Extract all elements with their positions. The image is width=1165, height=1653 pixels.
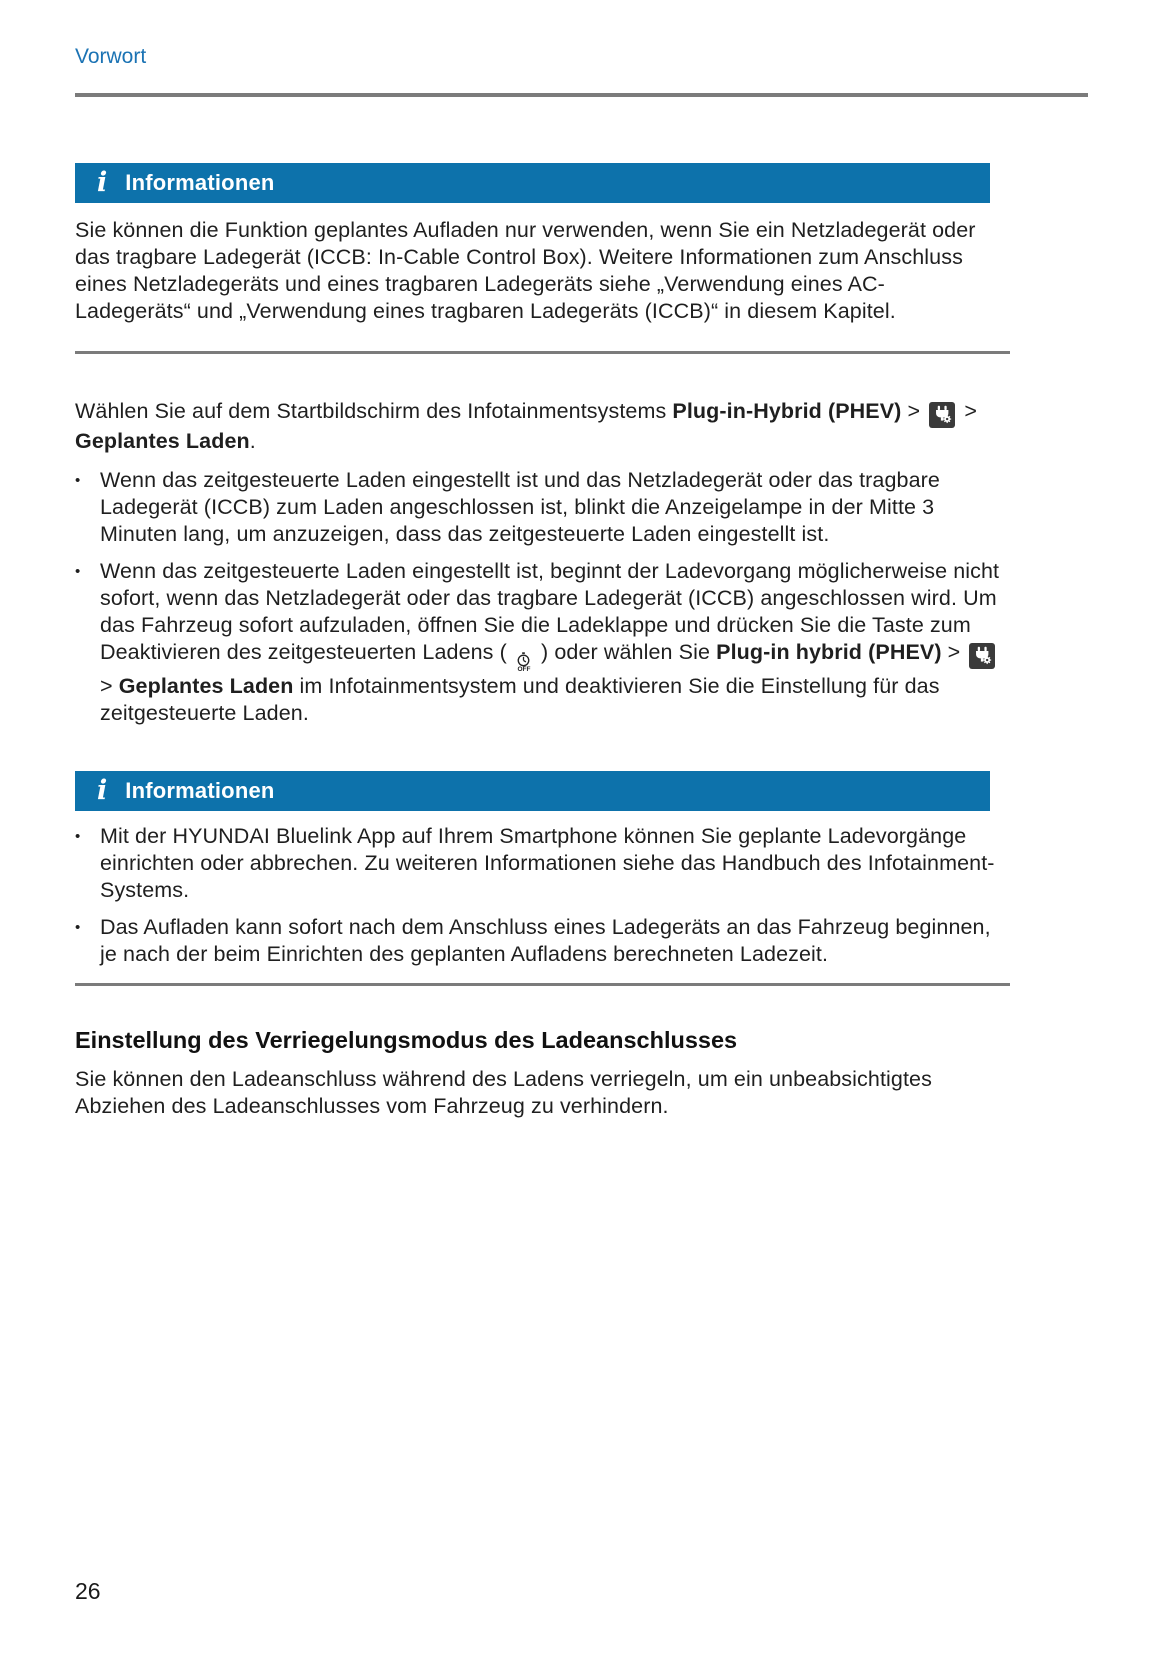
bullet-2-separator-2: >: [100, 674, 119, 698]
bullet-2-separator: >: [941, 640, 967, 664]
intro-bold-phev: Plug-in-Hybrid (PHEV): [672, 399, 902, 423]
section-body: Sie können den Ladeanschluss während des Ladens verriegeln, um ein unbeabsichtigtes Abziehen des Ladeanschlusses vom Fahrzeug zu verhindern.: [75, 1067, 932, 1118]
intro-period: .: [249, 429, 256, 453]
bullet-1-text: Wenn das zeitgesteuerte Laden eingestellt ist und das Netzladegerät oder das tragbare Ladegerät (ICCB) zum Laden angeschlossen ist, blinkt die Anzeigelampe in der Mitte 3 Minuten lang, um anzuzeigen, dass das zeitgesteuerte Laden eingestellt ist.: [100, 468, 940, 546]
intro-paragraph: [75, 398, 980, 455]
info-block-2-bullets: [75, 823, 1010, 968]
bullet-2-bold-geplantes-laden: Geplantes Laden: [118, 674, 294, 698]
info-block-2-title: Informationen: [125, 778, 275, 803]
section-heading: Einstellung des Verriegelungsmodus des Ladeanschlusses: [75, 1027, 738, 1053]
list-item: [75, 558, 1010, 727]
intro-bold-geplantes-laden: Geplantes Laden: [75, 429, 250, 453]
info-block-2-titlebar: [75, 771, 990, 811]
bullet-2-text: [100, 558, 1010, 727]
info-block-2-rule: [75, 983, 1010, 986]
intro-separator-2: >: [958, 399, 977, 423]
bullet-marker: •: [75, 472, 81, 489]
bullet-2-part-3: im Infotainmentsystem und deaktivieren Sie die Einstellung für das zeitgesteuerte Laden.: [100, 674, 940, 725]
bullet-list: [75, 467, 1010, 727]
info-block-1-rule: [75, 351, 1010, 354]
page-number: 26: [75, 1578, 101, 1604]
info-block-1-titlebar: [75, 163, 990, 203]
bullet-2-bold-phev: Plug-in hybrid (PHEV): [716, 640, 942, 664]
info-icon: i: [97, 774, 108, 806]
list-item: [75, 823, 1010, 904]
header-rule: [75, 93, 1088, 97]
timer-off-label: OFF: [517, 666, 531, 673]
bullet-marker: •: [75, 563, 81, 580]
intro-text: Wählen Sie auf dem Startbildschirm des Infotainmentsystems: [75, 399, 673, 423]
intro-separator: >: [901, 399, 927, 423]
info-icon: i: [97, 166, 108, 198]
running-head-title: Vorwort: [75, 45, 147, 68]
info-2-bullet-2: Das Aufladen kann sofort nach dem Anschluss eines Ladegeräts an das Fahrzeug beginnen, je nach der beim Einrichten des geplanten Aufladens berechneten Ladezeit.: [100, 915, 991, 966]
list-item: [75, 467, 1010, 548]
info-block-1-title: Informationen: [125, 170, 275, 195]
page-content: [75, 0, 1010, 1120]
charge-settings-icon: [969, 643, 995, 669]
list-item: [75, 914, 1010, 968]
bullet-2-part-2: ) oder wählen Sie: [534, 640, 717, 664]
bullet-marker: •: [75, 919, 81, 936]
timer-off-icon: [514, 652, 534, 673]
bullet-marker: •: [75, 828, 81, 845]
charge-settings-icon: [929, 402, 955, 428]
info-block-1-body: Sie können die Funktion geplantes Aufladen nur verwenden, wenn Sie ein Netzladegerät oder das tragbare Ladegerät (ICCB: In-Cable Control Box). Weitere Informationen zum Anschluss eines Netzladegeräts und eines tragbaren Ladegeräts siehe „Verwendung eines AC-Ladegeräts“ und „Verwendung eines tragbaren Ladegeräts (ICCB)“ in diesem Kapitel.: [75, 218, 976, 323]
info-2-bullet-1: Mit der HYUNDAI Bluelink App auf Ihrem Smartphone können Sie geplante Ladevorgänge einrichten oder abbrechen. Zu weiteren Informationen siehe das Handbuch des Infotainment-Systems.: [100, 824, 995, 902]
bullet-2-part-1: Wenn das zeitgesteuerte Laden eingestellt ist, beginnt der Ladevorgang möglicherweise nicht sofort, wenn das Netzladegerät oder das tragbare Ladegerät (ICCB) angeschlossen wird. Um das Fahrzeug sofort aufzuladen, öffnen Sie die Ladeklappe und drücken Sie die Taste zum Deaktivieren des zeitgesteuerten Ladens (: [100, 559, 1000, 664]
